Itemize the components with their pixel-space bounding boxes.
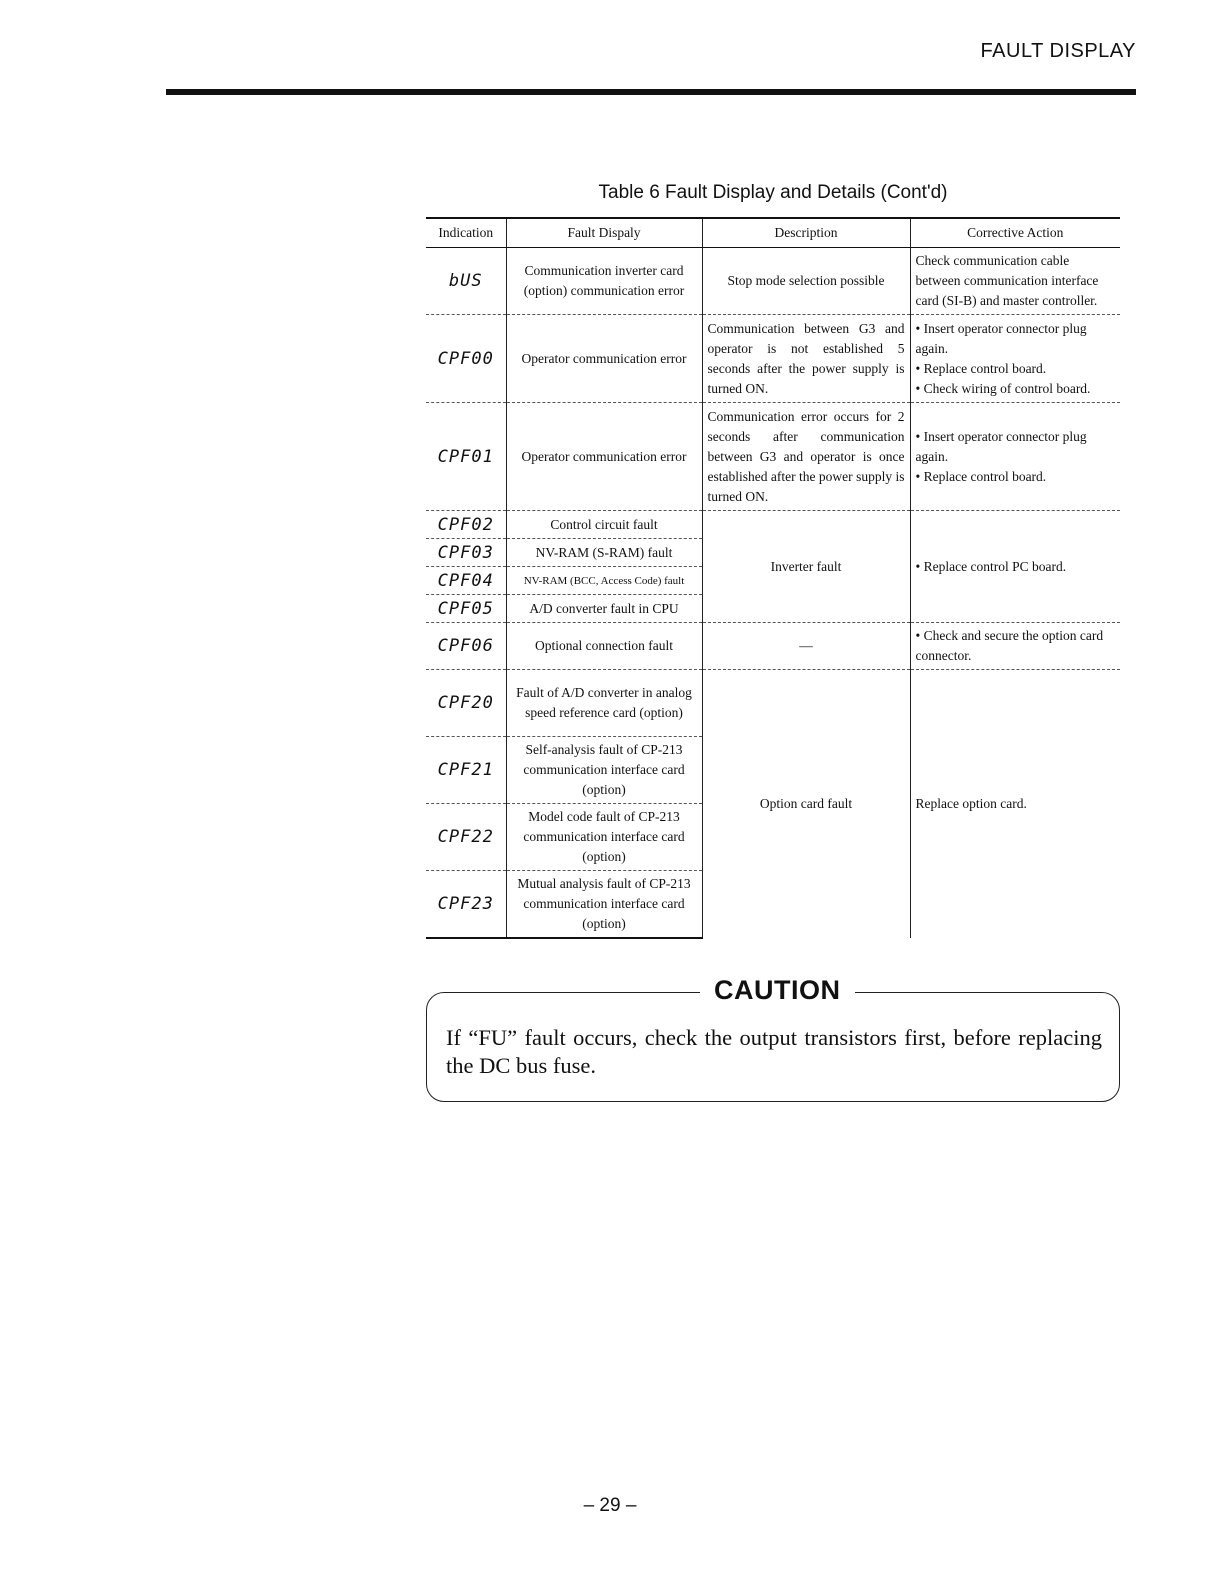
caution-text: If “FU” fault occurs, check the output transistors first, before replacing the DC bus fuse. [446, 1025, 1102, 1078]
fault-description: — [702, 623, 910, 670]
indication-code: CPF00 [426, 315, 506, 403]
fault-name: Control circuit fault [506, 511, 702, 539]
column-header-description: Description [702, 218, 910, 248]
indication-code: CPF21 [426, 737, 506, 804]
fault-name: Fault of A/D converter in analog speed reference card (option) [506, 670, 702, 737]
fault-name: A/D converter fault in CPU [506, 595, 702, 623]
action-item: • Insert operator connector plug again. [915, 320, 1087, 356]
action-item: • Insert operator connector plug again. [915, 428, 1087, 464]
fault-name: Model code fault of CP-213 communication interface card (option) [506, 804, 702, 871]
indication-code: CPF02 [426, 511, 506, 539]
fault-name: Mutual analysis fault of CP-213 communication interface card (option) [506, 871, 702, 939]
table-row [426, 623, 1120, 670]
page-number: – 29 – [583, 1495, 637, 1516]
table-row [426, 315, 1120, 403]
fault-name: Self-analysis fault of CP-213 communication interface card (option) [506, 737, 702, 804]
fault-description: Communication error occurs for 2 seconds after communication between G3 and operator is once established after the power supply is turned ON. [702, 403, 910, 511]
table-header-row [426, 218, 1120, 248]
table-caption: Table 6 Fault Display and Details (Cont'd) [598, 182, 948, 203]
indication-code: CPF06 [426, 623, 506, 670]
indication-code: CPF23 [426, 871, 506, 939]
fault-description: Communication between G3 and operator is not established 5 seconds after the power supply is turned ON. [702, 315, 910, 403]
fault-name: Operator communication error [506, 403, 702, 511]
indication-code: CPF04 [426, 567, 506, 595]
indication-code: CPF22 [426, 804, 506, 871]
fault-name: NV-RAM (BCC, Access Code) fault [506, 567, 702, 595]
section-title: FAULT DISPLAY [980, 40, 1136, 62]
corrective-action: • Check and secure the option card connector. [910, 623, 1120, 670]
indication-code: CPF01 [426, 403, 506, 511]
indication-code: bUS [426, 248, 506, 315]
table-row [426, 670, 1120, 737]
corrective-action: Replace option card. [910, 670, 1120, 939]
action-item: • Replace control board. [915, 360, 1047, 376]
table-row [426, 403, 1120, 511]
indication-code: CPF05 [426, 595, 506, 623]
corrective-action [910, 315, 1120, 403]
fault-table [426, 217, 1120, 939]
action-item: • Check wiring of control board. [915, 380, 1091, 396]
column-header-indication: Indication [426, 218, 506, 248]
fault-description: Inverter fault [702, 511, 910, 623]
fault-name: Communication inverter card (option) communication error [506, 248, 702, 315]
fault-name: Optional connection fault [506, 623, 702, 670]
table-row [426, 511, 1120, 539]
corrective-action: Check communication cable between communication interface card (SI-B) and master controller. [910, 248, 1120, 315]
indication-code: CPF20 [426, 670, 506, 737]
column-header-action: Corrective Action [910, 218, 1120, 248]
fault-description: Option card fault [702, 670, 910, 939]
fault-name: NV-RAM (S-RAM) fault [506, 539, 702, 567]
corrective-action: • Replace control PC board. [910, 511, 1120, 623]
caution-title: CAUTION [700, 975, 855, 1006]
header-rule [166, 89, 1136, 95]
fault-description: Stop mode selection possible [702, 248, 910, 315]
action-item: • Replace control board. [915, 468, 1047, 484]
fault-name: Operator communication error [506, 315, 702, 403]
table-row [426, 248, 1120, 315]
corrective-action [910, 403, 1120, 511]
column-header-fault: Fault Dispaly [506, 218, 702, 248]
indication-code: CPF03 [426, 539, 506, 567]
